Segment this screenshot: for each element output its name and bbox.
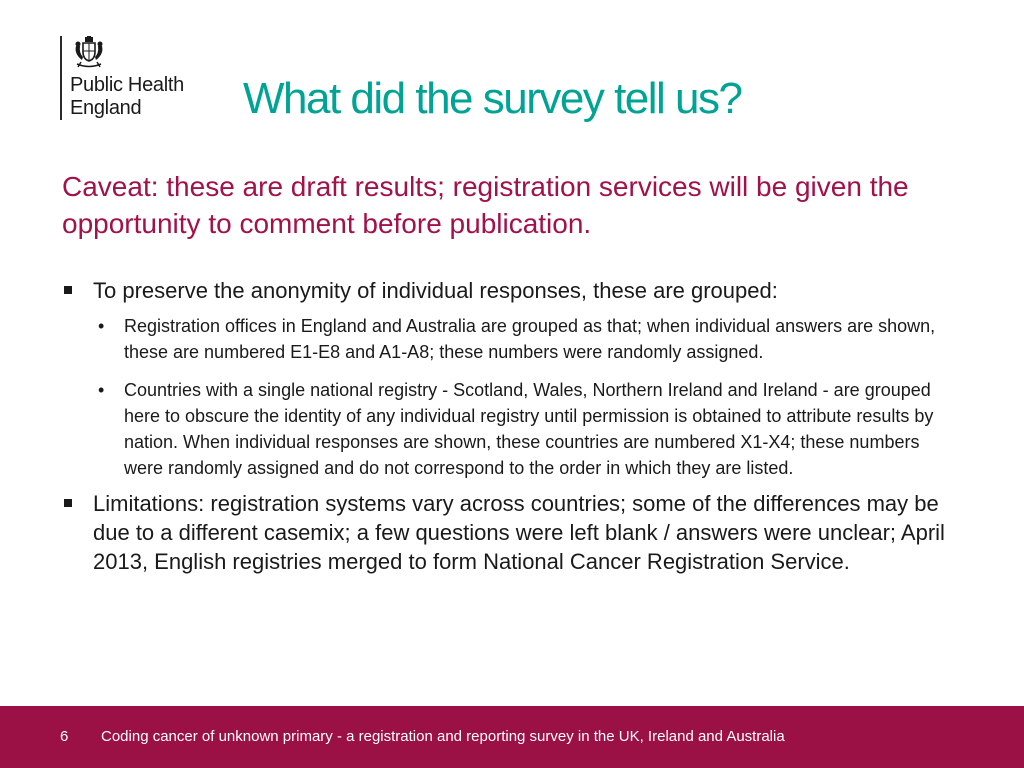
bullet-item: [62, 489, 962, 576]
page-number: 6: [60, 728, 69, 745]
royal-crest-icon: [72, 36, 106, 70]
caveat-text: Caveat: these are draft results; registration services will be given the opportunity to comment before publication.: [62, 171, 909, 239]
footer-text: Coding cancer of unknown primary - a registration and reporting survey in the UK, Ireland and Australia: [101, 728, 785, 745]
logo-line-1: Public Health: [70, 74, 184, 96]
bullet-item: [62, 276, 962, 481]
sub-bullet-item: [93, 377, 962, 481]
bullet-text: Limitations: registration systems vary across countries; some of the differences may be due to a different casemix; a few questions were left blank / answers were unclear; April 2013, English registries merged to form National Cancer Registration Service.: [93, 491, 945, 574]
bullet-text: To preserve the anonymity of individual responses, these are grouped:: [93, 278, 778, 303]
dot-bullet-icon: •: [98, 316, 105, 336]
sub-bullet-text: Registration offices in England and Australia are grouped as that; when individual answers are shown, these are numbered E1-E8 and A1-A8; these numbers were randomly assigned.: [124, 316, 936, 362]
slide-title: What did the survey tell us?: [243, 74, 742, 123]
bullet-list: [62, 276, 962, 578]
sub-bullet-item: [93, 313, 962, 365]
logo-divider: [60, 36, 62, 120]
footer-bar: [0, 706, 1024, 768]
sub-bullet-text: Countries with a single national registry - Scotland, Wales, Northern Ireland and Ireland - are grouped here to obscure the identity of any individual registry until permission is obtained to attribute results by nation. When individual responses are shown, these countries are numbered X1-X4; these numbers were randomly assigned and do not correspond to the order in which they are listed.: [124, 380, 934, 478]
square-bullet-icon: [64, 286, 72, 294]
logo-wordmark: [70, 74, 184, 120]
sub-bullet-list: [93, 313, 962, 481]
square-bullet-icon: [64, 499, 72, 507]
dot-bullet-icon: •: [98, 380, 105, 400]
phe-logo: [60, 36, 220, 124]
logo-line-2: England: [70, 97, 142, 119]
